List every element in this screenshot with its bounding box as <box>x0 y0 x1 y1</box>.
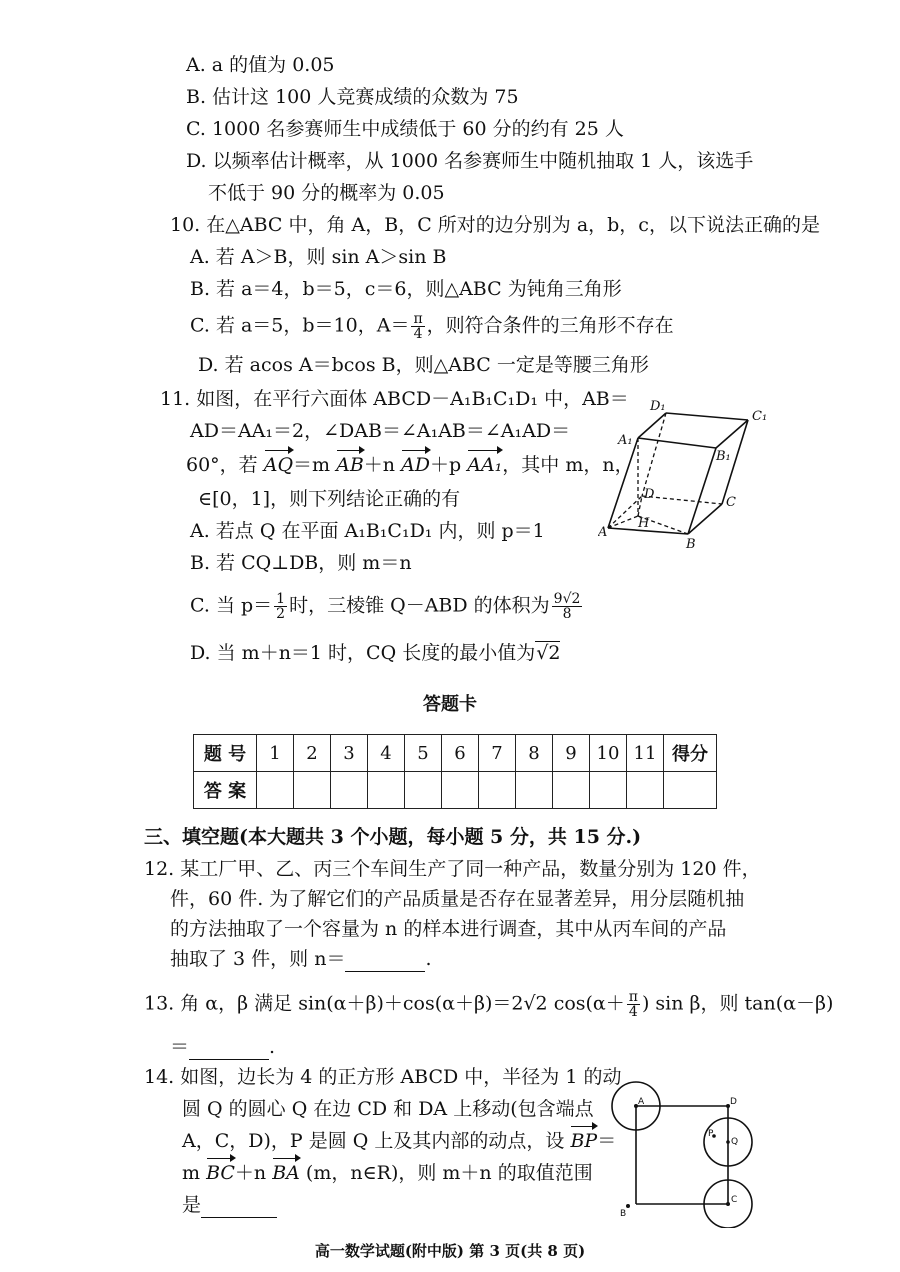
answer-cell[interactable] <box>257 772 294 809</box>
label-c1: C₁ <box>752 409 768 424</box>
question-number-cell: 10 <box>590 735 627 772</box>
question-number-cell: 9 <box>553 735 590 772</box>
vector-aa1: AA₁ <box>467 454 503 476</box>
label-d: D <box>644 487 655 502</box>
vector-ad: AD <box>401 454 431 476</box>
q14-line4: m BC＋n BA (m，n∈R)，则 m＋n 的取值范围 <box>182 1162 593 1184</box>
vector-bc: BC <box>206 1162 235 1184</box>
fraction: $\frac{\pi}{4}$ <box>413 311 423 342</box>
question-number-cell: 7 <box>479 735 516 772</box>
q13-line2: ＝ . <box>170 1036 276 1058</box>
q9-option-d: D. 以频率估计概率，从 1000 名参赛师生中随机抽取 1 人，该选手 <box>186 150 754 172</box>
page-footer: 高一数学试题(附中版) 第 3 页(共 8 页) <box>314 1242 586 1260</box>
q9-option-d-cont: 不低于 90 分的概率为 0.05 <box>208 182 445 204</box>
vector-ba: BA <box>272 1162 300 1184</box>
answer-cell[interactable] <box>553 772 590 809</box>
answer-card-title: 答题卡 <box>423 694 477 715</box>
question-number-cell: 5 <box>405 735 442 772</box>
q12-line3: 的方法抽取了一个容量为 n 的样本进行调查，其中从丙车间的产品 <box>170 918 727 940</box>
answer-blank[interactable] <box>201 1197 277 1218</box>
table-row <box>194 735 717 772</box>
fraction: $\frac{\pi}{4}$ <box>628 989 638 1020</box>
label-q: Q <box>731 1137 739 1147</box>
label-a: A <box>638 1097 645 1107</box>
question-number-cell: 11 <box>627 735 664 772</box>
answer-cell[interactable] <box>442 772 479 809</box>
label-h: H <box>638 516 650 531</box>
q10-option-c: C. 若 a＝5，b＝10，A＝ $\frac{\pi}{4}$ ，则符合条件的三角形不存在 <box>190 311 674 342</box>
fraction: $\frac{9√2}{8}$ <box>553 591 581 622</box>
q11-line3: 60°，若 AQ＝m AB＋n AD＋p AA₁，其中 m，n， <box>186 454 634 476</box>
q10-option-a: A. 若 A＞B，则 sin A＞sin B <box>190 246 447 268</box>
q11-line2: AD＝AA₁＝2，∠DAB＝∠A₁AB＝∠A₁AD＝ <box>190 420 571 442</box>
q13-line1: 13. 角 α，β 满足 sin(α＋β)＋cos(α＋β)＝2√2 cos(α＋ $\frac{\pi}{4}$ ) sin β，则 tan(α－β) <box>144 989 834 1020</box>
q14-line1: 14. 如图，边长为 4 的正方形 ABCD 中，半径为 1 的动 <box>144 1066 622 1088</box>
q9-option-a: A. a 的值为 0.05 <box>186 54 335 76</box>
answer-cell[interactable] <box>331 772 368 809</box>
q14-line3: A，C，D)，P 是圆 Q 上及其内部的动点，设 BP＝ <box>182 1130 617 1152</box>
q11-option-c: C. 当 p＝ $\frac{1}{2}$ 时，三棱锥 Q－ABD 的体积为 $\frac{9√2}{8}$ <box>190 591 581 622</box>
question-number-cell: 8 <box>516 735 553 772</box>
answer-cell[interactable] <box>627 772 664 809</box>
q11-option-d: D. 当 m＋n＝1 时，CQ 长度的最小值为√2 <box>190 642 561 664</box>
label-d1: D₁ <box>650 399 666 414</box>
q11-option-a: A. 若点 Q 在平面 A₁B₁C₁D₁ 内，则 p＝1 <box>190 520 545 542</box>
section-heading: 三、填空题(本大题共 3 个小题，每小题 5 分，共 15 分.) <box>144 826 642 848</box>
score-cell[interactable] <box>664 772 717 809</box>
answer-cell[interactable] <box>405 772 442 809</box>
q9-option-b: B. 估计这 100 人竞赛成绩的众数为 75 <box>186 86 519 108</box>
label-a1: A₁ <box>618 433 633 448</box>
table-row <box>194 772 717 809</box>
q11-option-b: B. 若 CQ⊥DB，则 m＝n <box>190 552 412 574</box>
question-number-cell: 3 <box>331 735 368 772</box>
answer-cell[interactable] <box>479 772 516 809</box>
answer-cell[interactable] <box>516 772 553 809</box>
row-label-answer: 答 案 <box>194 772 257 809</box>
q11-line4: ∈[0，1]，则下列结论正确的有 <box>198 488 461 510</box>
q9-option-c: C. 1000 名参赛师生中成绩低于 60 分的约有 25 人 <box>186 118 624 140</box>
fraction: $\frac{1}{2}$ <box>276 591 286 622</box>
answer-blank[interactable] <box>345 951 425 972</box>
question-number-cell: 1 <box>257 735 294 772</box>
parallelepiped-figure <box>598 398 788 558</box>
q10-option-b: B. 若 a＝4，b＝5，c＝6，则△ABC 为钝角三角形 <box>190 278 622 300</box>
square-circle-figure <box>608 1078 758 1228</box>
q10-stem: 10. 在△ABC 中，角 A，B，C 所对的边分别为 a，b，c，以下说法正确的是 <box>170 214 820 236</box>
q14-line5: 是 <box>182 1192 277 1218</box>
answer-cell[interactable] <box>368 772 405 809</box>
question-number-cell: 2 <box>294 735 331 772</box>
vector-aq: AQ <box>263 454 294 476</box>
label-c: C <box>726 495 736 510</box>
question-number-cell: 6 <box>442 735 479 772</box>
answer-cell[interactable] <box>590 772 627 809</box>
q14-line2: 圆 Q 的圆心 Q 在边 CD 和 DA 上移动(包含端点 <box>182 1098 594 1120</box>
q12-line1: 12. 某工厂甲、乙、丙三个车间生产了同一种产品，数量分别为 120 件， <box>144 858 761 880</box>
q12-line2: 件，60 件. 为了解它们的产品质量是否存在显著差异，用分层随机抽 <box>170 888 745 910</box>
label-b1: B₁ <box>716 449 731 464</box>
label-d: D <box>730 1097 737 1107</box>
row-label-question-number: 题 号 <box>194 735 257 772</box>
vector-ab: AB <box>336 454 364 476</box>
label-a: A <box>598 525 608 540</box>
score-header: 得分 <box>664 735 717 772</box>
label-b: B <box>686 537 696 552</box>
vector-bp: BP <box>570 1130 598 1152</box>
label-c: C <box>731 1195 738 1205</box>
q10-option-d: D. 若 acos A＝bcos B，则△ABC 一定是等腰三角形 <box>198 354 649 376</box>
answer-card-table <box>193 734 717 809</box>
question-number-cell: 4 <box>368 735 405 772</box>
label-p: P <box>708 1129 714 1139</box>
q12-line4: 抽取了 3 件，则 n＝ . <box>170 948 432 970</box>
answer-blank[interactable] <box>189 1039 269 1060</box>
answer-cell[interactable] <box>294 772 331 809</box>
label-b: B <box>620 1209 627 1219</box>
q11-line1: 11. 如图，在平行六面体 ABCD－A₁B₁C₁D₁ 中，AB＝ <box>160 388 629 410</box>
